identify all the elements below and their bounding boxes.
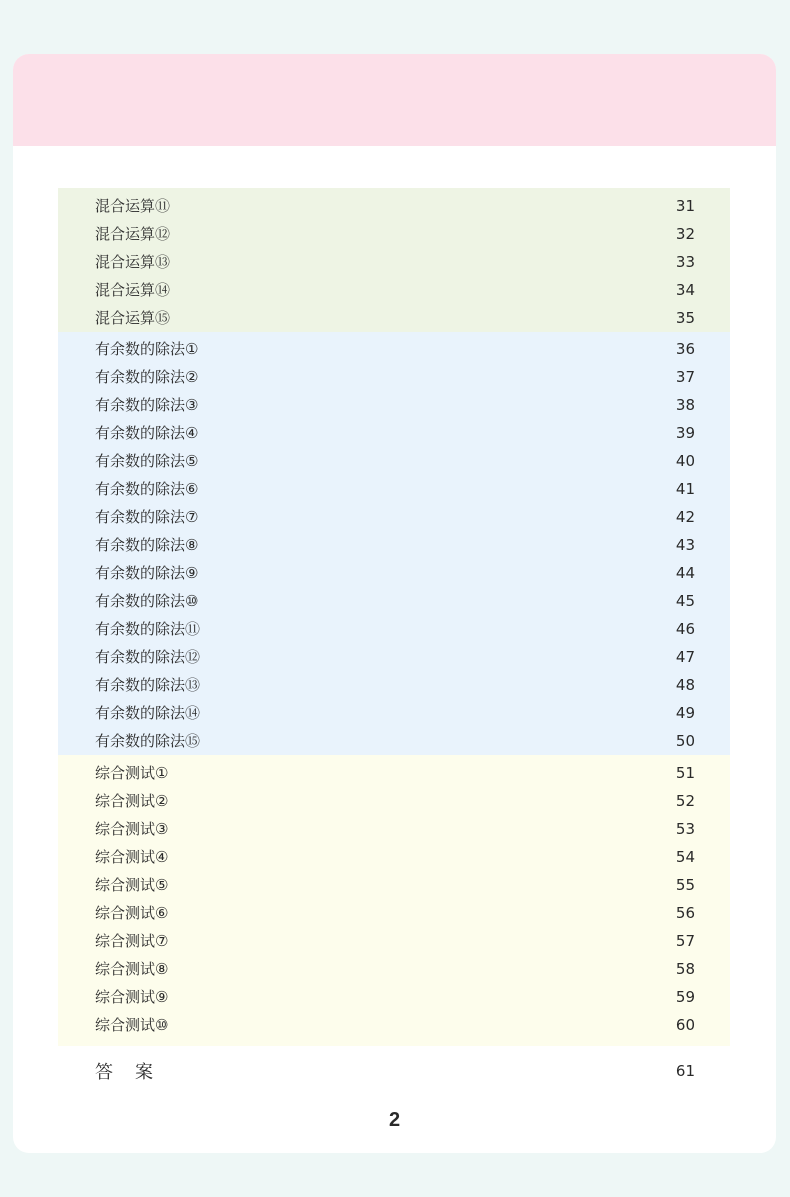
answers-title: 答案 [95, 1062, 175, 1083]
toc-entry[interactable] [58, 248, 730, 276]
toc-entry-page-number: 53 [675, 820, 695, 838]
leader-dots [172, 304, 661, 332]
toc-entry-page-number: 54 [675, 848, 695, 866]
toc-entry-page-number: 47 [675, 648, 695, 666]
toc-section-mixed-operations [58, 188, 730, 332]
toc-entry-title: 综合测试⑦ [95, 932, 169, 950]
toc-entry-page-number: 43 [675, 536, 695, 554]
toc-entry[interactable] [58, 759, 730, 787]
toc-entry[interactable] [58, 815, 730, 843]
toc-entry-page-number: 40 [675, 452, 695, 470]
toc-entry-title: 混合运算⑬ [95, 253, 171, 271]
toc-entry-title: 有余数的除法⑥ [95, 480, 199, 498]
toc-entry[interactable] [58, 304, 730, 332]
toc-entry-title: 综合测试② [95, 792, 169, 810]
toc-entry-title: 混合运算⑮ [95, 309, 171, 327]
toc-entry-title: 混合运算⑫ [95, 225, 171, 243]
toc-entry-page-number: 33 [675, 253, 695, 271]
leader-dots [200, 391, 661, 419]
toc-entry-page-number: 31 [675, 197, 695, 215]
toc-entry[interactable] [58, 983, 730, 1011]
toc-entry-title: 有余数的除法① [95, 340, 199, 358]
toc-entry-page-number: 39 [675, 424, 695, 442]
toc-entry-page-number: 55 [675, 876, 695, 894]
leader-dots [172, 192, 661, 220]
toc-entry[interactable] [58, 727, 730, 755]
toc-entry-title: 有余数的除法② [95, 368, 199, 386]
toc-entry[interactable] [58, 559, 730, 587]
leader-dots [200, 503, 661, 531]
leader-dots [200, 447, 661, 475]
toc-entry-title: 综合测试④ [95, 848, 169, 866]
header-banner [13, 54, 776, 146]
toc-entry-page-number: 49 [675, 704, 695, 722]
toc-entry-title: 有余数的除法⑨ [95, 564, 199, 582]
toc-entry-title: 综合测试⑨ [95, 988, 169, 1006]
leader-dots [170, 815, 661, 843]
toc-section-division-with-remainder [58, 332, 730, 755]
toc-answers-entry[interactable] [58, 1056, 730, 1086]
leader-dots [172, 276, 661, 304]
toc-entry-page-number: 58 [675, 960, 695, 978]
leader-dots [200, 419, 661, 447]
toc-entry-page-number: 32 [675, 225, 695, 243]
toc-entry-title: 综合测试⑥ [95, 904, 169, 922]
leader-dots [202, 727, 661, 755]
toc-entry[interactable] [58, 220, 730, 248]
toc-entry-title: 有余数的除法⑫ [95, 648, 201, 666]
toc-entry[interactable] [58, 899, 730, 927]
toc-entry-title: 有余数的除法⑤ [95, 452, 199, 470]
toc-entry-page-number: 35 [675, 309, 695, 327]
leader-dots [170, 759, 661, 787]
toc-entry-page-number: 56 [675, 904, 695, 922]
toc-entry-title: 有余数的除法⑩ [95, 592, 199, 610]
toc-entry[interactable] [58, 615, 730, 643]
toc-entry-page-number: 60 [675, 1016, 695, 1034]
answers-page-number: 61 [675, 1062, 695, 1080]
toc-entry-title: 综合测试① [95, 764, 169, 782]
leader-dots [202, 699, 661, 727]
leader-dots [200, 587, 661, 615]
leader-dots [202, 671, 661, 699]
leader-dots [202, 643, 661, 671]
toc-entry-page-number: 42 [675, 508, 695, 526]
leader-dots [170, 955, 661, 983]
leader-dots [170, 899, 661, 927]
toc-entry-title: 有余数的除法⑦ [95, 508, 199, 526]
toc-entry-title: 有余数的除法③ [95, 396, 199, 414]
toc-entry-page-number: 34 [675, 281, 695, 299]
toc-entry[interactable] [58, 447, 730, 475]
toc-entry-title: 有余数的除法④ [95, 424, 199, 442]
toc-entry[interactable] [58, 787, 730, 815]
leader-dots [170, 787, 661, 815]
toc-entry[interactable] [58, 335, 730, 363]
toc-entry-page-number: 44 [675, 564, 695, 582]
leader-dots [172, 248, 661, 276]
toc-entry-page-number: 38 [675, 396, 695, 414]
toc-entry-title: 有余数的除法⑧ [95, 536, 199, 554]
toc-entry-page-number: 41 [675, 480, 695, 498]
leader-dots [170, 983, 661, 1011]
book-page [13, 54, 776, 1153]
toc-entry-page-number: 45 [675, 592, 695, 610]
toc-entry[interactable] [58, 503, 730, 531]
table-of-contents [58, 188, 730, 1046]
toc-section-comprehensive-tests [58, 755, 730, 1046]
leader-dots [200, 475, 661, 503]
toc-entry[interactable] [58, 419, 730, 447]
leader-dots [170, 927, 661, 955]
toc-entry[interactable] [58, 671, 730, 699]
toc-entry-title: 有余数的除法⑪ [95, 620, 201, 638]
toc-entry-page-number: 50 [675, 732, 695, 750]
leader-dots [170, 871, 661, 899]
toc-entry[interactable] [58, 927, 730, 955]
toc-entry-title: 综合测试③ [95, 820, 169, 838]
toc-entry-title: 综合测试⑩ [95, 1016, 169, 1034]
toc-entry[interactable] [58, 955, 730, 983]
toc-entry[interactable] [58, 643, 730, 671]
leader-dots [170, 1011, 661, 1039]
toc-entry[interactable] [58, 531, 730, 559]
toc-entry-title: 有余数的除法⑮ [95, 732, 201, 750]
toc-entry-page-number: 57 [675, 932, 695, 950]
leader-dots [200, 559, 661, 587]
toc-entry-page-number: 46 [675, 620, 695, 638]
leader-dots [172, 220, 661, 248]
toc-entry[interactable] [58, 363, 730, 391]
toc-entry-page-number: 36 [675, 340, 695, 358]
toc-entry-page-number: 52 [675, 792, 695, 810]
toc-entry-page-number: 48 [675, 676, 695, 694]
toc-entry[interactable] [58, 192, 730, 220]
toc-entry-page-number: 37 [675, 368, 695, 386]
leader-dots [170, 843, 661, 871]
toc-entry[interactable] [58, 843, 730, 871]
toc-entry[interactable] [58, 391, 730, 419]
toc-entry[interactable] [58, 1011, 730, 1039]
leader-dots [200, 363, 661, 391]
leader-dots [200, 531, 661, 559]
toc-entry-title: 综合测试⑧ [95, 960, 169, 978]
page-number: 2 [388, 1109, 401, 1131]
toc-entry[interactable] [58, 475, 730, 503]
toc-entry-title: 综合测试⑤ [95, 876, 169, 894]
toc-entry-title: 混合运算⑭ [95, 281, 171, 299]
toc-entry[interactable] [58, 587, 730, 615]
toc-entry-page-number: 51 [675, 764, 695, 782]
answers-leader-dots [177, 1056, 659, 1086]
toc-entry-title: 混合运算⑪ [95, 197, 171, 215]
toc-entry[interactable] [58, 699, 730, 727]
toc-entry[interactable] [58, 276, 730, 304]
toc-entry[interactable] [58, 871, 730, 899]
toc-entry-title: 有余数的除法⑭ [95, 704, 201, 722]
toc-entry-page-number: 59 [675, 988, 695, 1006]
leader-dots [200, 335, 661, 363]
toc-entry-title: 有余数的除法⑬ [95, 676, 201, 694]
leader-dots [202, 615, 661, 643]
